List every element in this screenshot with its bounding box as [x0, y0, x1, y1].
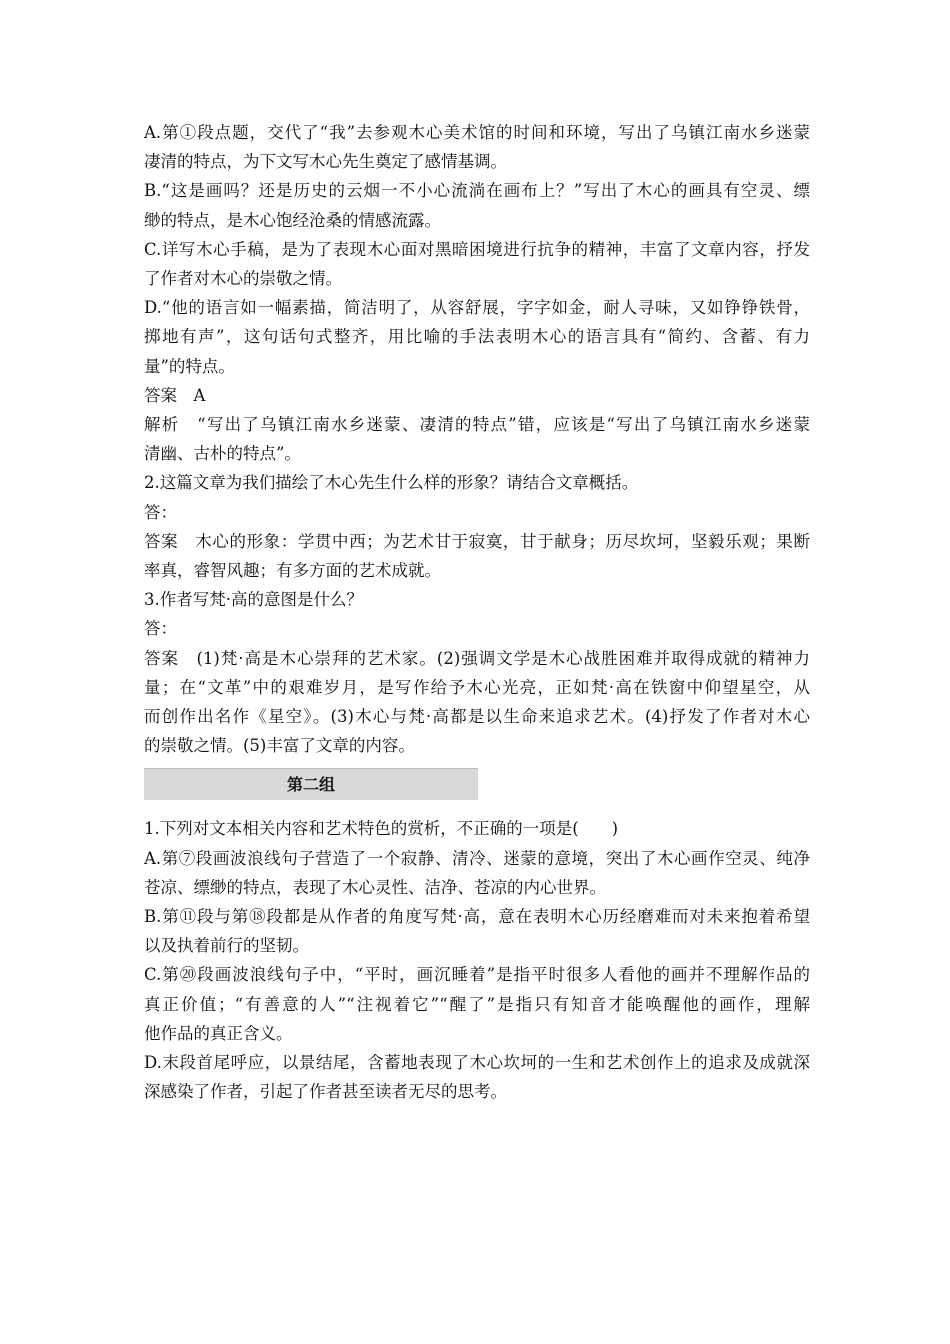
document-page [144, 118, 810, 1107]
text-line: 了作者对木心的崇敬之情。 [144, 269, 342, 289]
text-line: C.详写木心手稿，是为了表现木心面对黑暗困境进行抗争的精神，丰富了文章内容，抒发 [144, 239, 810, 259]
text-line: B.“这是画吗？还是历史的云烟一不小心流淌在画布上？”写出了木心的画具有空灵、缥 [144, 181, 810, 201]
text-line: 掷地有声”，这句话句式整齐，用比喻的手法表明木心的语言具有“简约、含蓄、有力 [144, 327, 810, 347]
text-line: 率真，睿智风趣；有多方面的艺术成就。 [144, 561, 441, 581]
text-line: 而创作出名作《星空》。(3)木心与梵·高都是以生命来追求艺术。(4)抒发了作者对木心 [144, 707, 810, 727]
text-line: 答案 木心的形象：学贯中西；为艺术甘于寂寞，甘于献身；历尽坎坷，坚毅乐观；果断 [144, 531, 810, 551]
group-title-band [144, 768, 478, 800]
text-line: 1.下列对文本相关内容和艺术特色的赏析，不正确的一项是( ) [144, 819, 619, 839]
text-line: 缈的特点，是木心饱经沧桑的情感流露。 [144, 210, 441, 230]
text-line: 答： [144, 502, 177, 522]
text-line: 凄清的特点，为下文写木心先生奠定了感情基调。 [144, 152, 507, 172]
text-line: 3.作者写梵·高的意图是什么？ [144, 590, 363, 610]
text-line: 答： [144, 619, 177, 639]
text-line: 以及执着前行的坚韧。 [144, 936, 309, 956]
answer-section-1 [144, 118, 810, 760]
text-line: A.第⑦段画波浪线句子营造了一个寂静、清冷、迷蒙的意境，突出了木心画作空灵、纯净 [144, 848, 810, 868]
text-line: 量”的特点。 [144, 356, 235, 376]
text-line: 苍凉、缥缈的特点，表现了木心灵性、洁净、苍凉的内心世界。 [144, 877, 606, 897]
question-section-2 [144, 814, 810, 1106]
text-line: 答案 (1)梵·高是木心崇拜的艺术家。(2)强调文学是木心战胜困难并取得成就的精神力 [144, 648, 810, 668]
group-title: 第二组 [286, 775, 335, 795]
text-line: B.第⑪段与第⑱段都是从作者的角度写梵·高，意在表明木心历经磨难而对未来抱着希望 [144, 907, 810, 927]
text-line: 他作品的真正含义。 [144, 1023, 293, 1043]
text-line: 清幽、古朴的特点”。 [144, 444, 301, 464]
text-line: C.第⑳段画波浪线句子中，“平时，画沉睡着”是指平时很多人看他的画并不理解作品的 [144, 965, 810, 985]
text-line: 深感染了作者，引起了作者甚至读者无尽的思考。 [144, 1082, 507, 1102]
text-line: A.第①段点题，交代了“我”去参观木心美术馆的时间和环境，写出了乌镇江南水乡迷蒙 [144, 123, 810, 142]
text-line: 的崇敬之情。(5)丰富了文章的内容。 [144, 736, 415, 756]
text-line: 2.这篇文章为我们描绘了木心先生什么样的形象？请结合文章概括。 [144, 473, 639, 493]
text-line: D.“他的语言如一幅素描，简洁明了，从容舒展，字字如金，耐人寻味，又如铮铮铁骨， [144, 298, 810, 318]
text-line: 答案 A [144, 385, 206, 405]
text-line: 解析 “写出了乌镇江南水乡迷蒙、凄清的特点”错，应该是“写出了乌镇江南水乡迷蒙 [144, 415, 810, 435]
text-line: 真正价值；“有善意的人”“注视着它”“醒了”是指只有知音才能唤醒他的画作，理解 [144, 994, 810, 1014]
text-line: 量；在“文革”中的艰难岁月，是写作给予木心光亮，正如梵·高在铁窗中仰望星空，从 [144, 677, 810, 697]
text-line: D.末段首尾呼应，以景结尾，含蓄地表现了木心坎坷的一生和艺术创作上的追求及成就深 [144, 1053, 810, 1073]
